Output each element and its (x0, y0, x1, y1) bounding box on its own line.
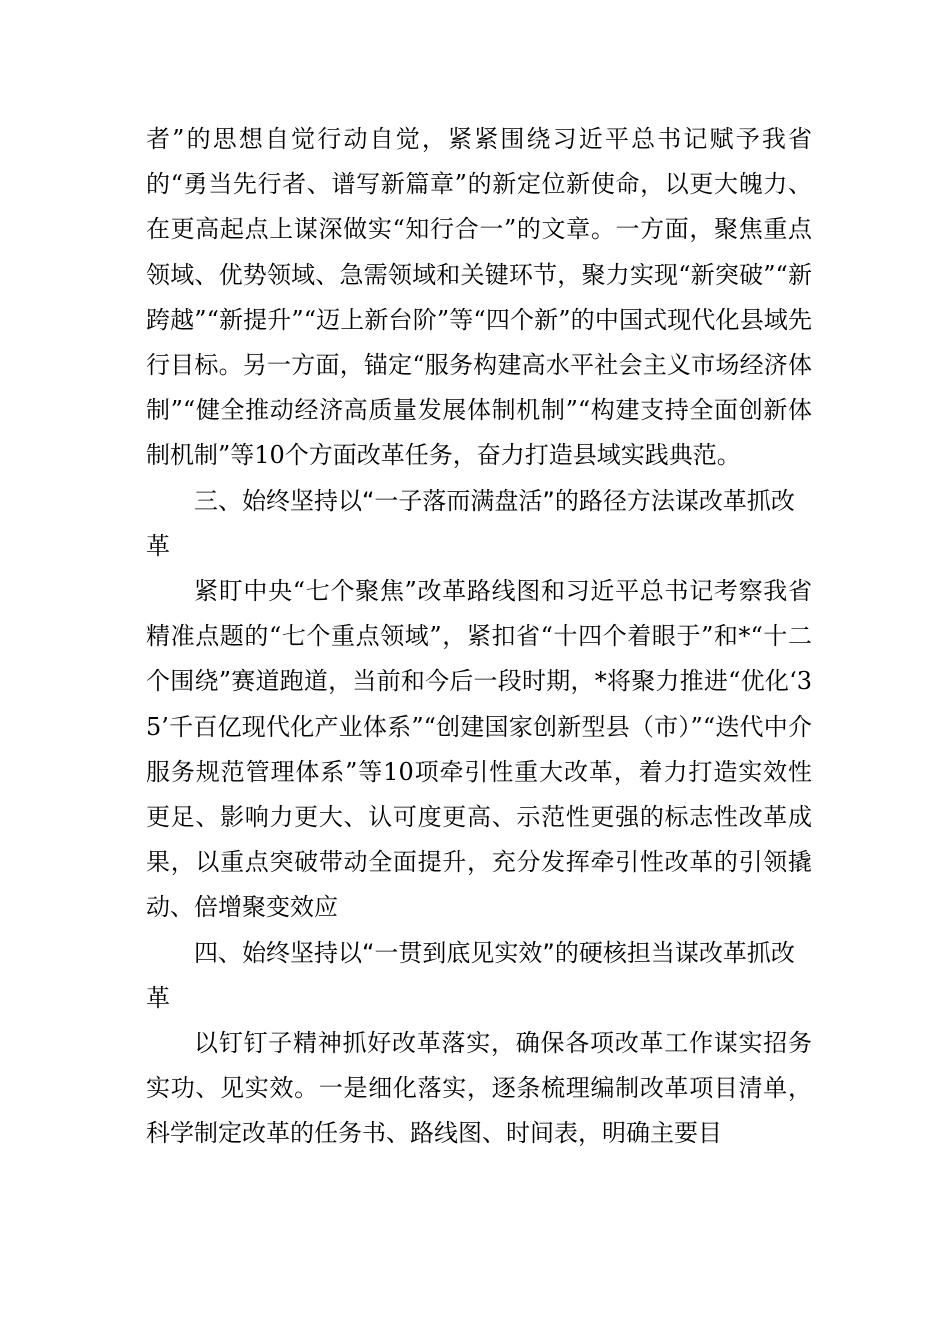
body-paragraph-2: 紧盯中央“七个聚焦”改革路线图和习近平总书记考察我省精准点题的“七个重点领域”，紧扣省“十四个着眼于”和*“十二个围绕”赛道跑道，当前和今后一段时期，*将聚力推进“优化‘35’千百亿现代化产业体系”“创建国家创新型县（市）”“迭代中介服务规范管理体系”等10项牵引性重大改革，着力打造实效性更足、影响力更大、认可度更高、示范性更强的标志性改革成果，以重点突破带动全面提升，充分发挥牵引性改革的引领撬动、倍增聚变效应 (146, 577, 812, 922)
section-heading-3: 三、始终坚持以“一子落而满盘活”的路径方法谋改革抓改革 (146, 486, 795, 560)
document-page (146, 117, 812, 1157)
body-paragraph-3: 以钉钉子精神抓好改革落实，确保各项改革工作谋实招务实功、见实效。一是细化落实，逐条梳理编制改革项目清单，科学制定改革的任务书、路线图、时间表，明确主要目 (146, 1029, 812, 1148)
body-paragraph-1: 者”的思想自觉行动自觉，紧紧围绕习近平总书记赋予我省的“勇当先行者、谱写新篇章”的新定位新使命，以更大魄力、在更高起点上谋深做实“知行合一”的文章。一方面，聚焦重点领域、优势领域、急需领域和关键环节，聚力实现“新突破”“新跨越”“新提升”“迈上新台阶”等“四个新”的中国式现代化县域先行目标。另一方面，锚定“服务构建高水平社会主义市场经济体制”“健全推动经济高质量发展体制机制”“构建支持全面创新体制机制”等10个方面改革任务，奋力打造县域实践典范。 (146, 125, 812, 470)
section-heading-4: 四、始终坚持以“一贯到底见实效”的硬核担当谋改革抓改革 (146, 938, 795, 1012)
